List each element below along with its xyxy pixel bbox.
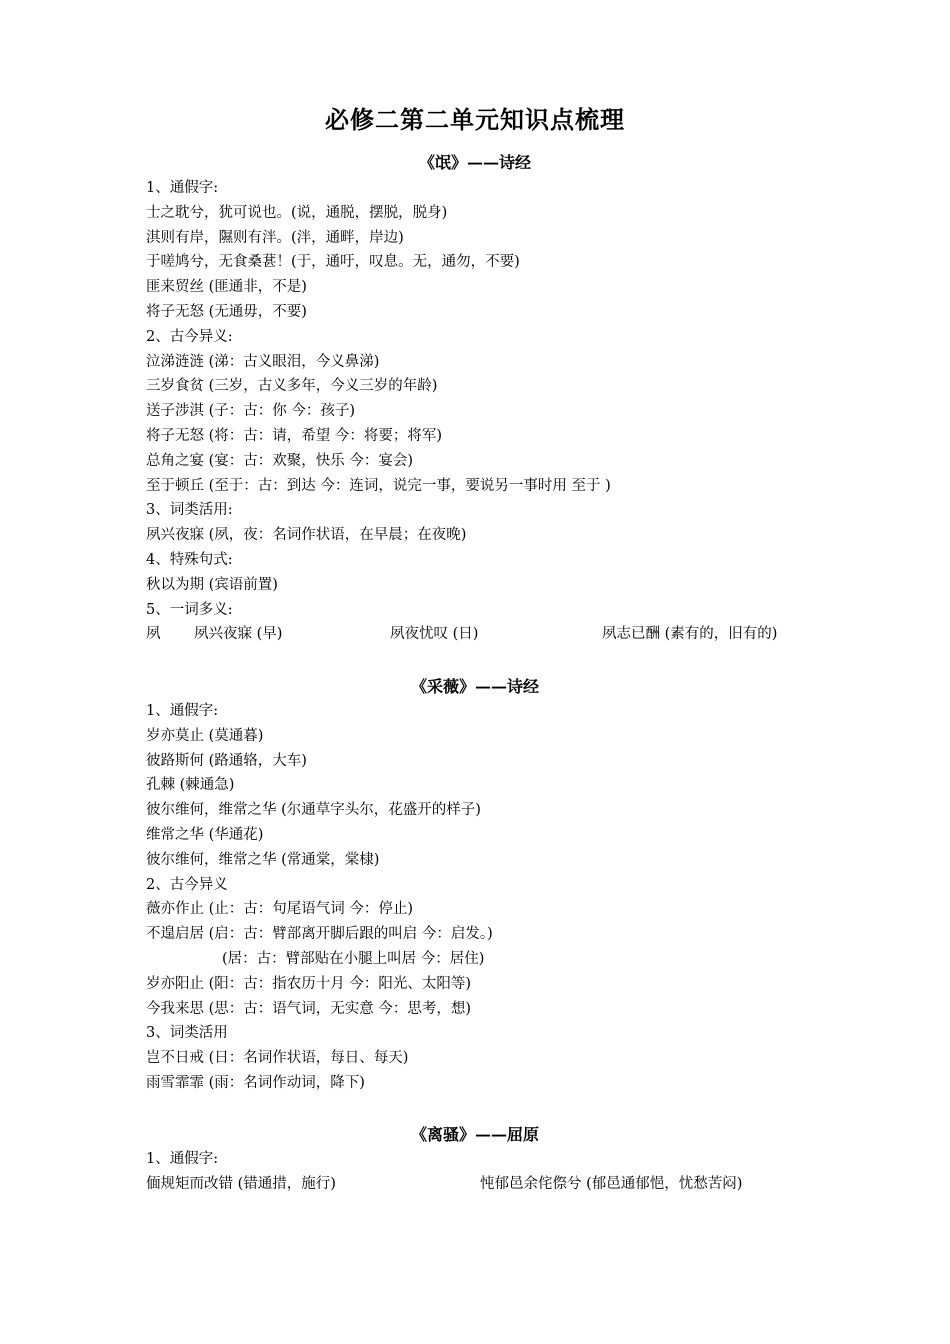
text-line: 岁亦莫止 (莫通暮) — [146, 727, 264, 744]
polysemy-item: 夙兴夜寐 (早) — [194, 626, 283, 643]
text-line: 3、词类活用 — [146, 1025, 228, 1042]
text-line: 总角之宴 (宴：古：欢聚，快乐 今：宴会) — [146, 452, 414, 469]
text-line: 淇则有岸，隰则有泮。(泮，通畔，岸边) — [146, 229, 404, 246]
text-line: 雨雪霏霏 (雨：名词作动词，降下) — [146, 1074, 365, 1091]
text-line: 将子无怒 (将：古：请，希望 今：将要；将军) — [146, 427, 443, 444]
text-line: 于嗟鸠兮，无食桑葚！(于，通吁，叹息。无，通勿，不要) — [146, 254, 520, 271]
text-line: 5、一词多义: — [146, 601, 233, 618]
section-title-caiwei: 《采薇》——诗经 — [410, 677, 539, 696]
text-line: 1、通假字: — [146, 703, 219, 719]
text-line-pair — [146, 1172, 836, 1197]
text-line: 1、通假字: — [146, 1151, 219, 1167]
text-line: 士之耽兮，犹可说也。(说，通脱，摆脱，脱身) — [146, 204, 448, 221]
text-line: 维常之华 (华通花) — [146, 826, 264, 843]
text-line: 至于顿丘 (至于：古：到达 今：连词，说完一事，要说另一事时用 至于 ) — [146, 477, 611, 494]
text-line: 将子无怒 (无通毋，不要) — [146, 303, 307, 320]
text-line: 2、古今异义 — [146, 876, 228, 893]
text-line: 2、古今异义: — [146, 328, 233, 345]
polysemy-word: 夙 — [146, 626, 161, 643]
polysemy-item: 夙夜忧叹 (日) — [390, 626, 479, 643]
section-title-lisao: 《离骚》——屈原 — [410, 1125, 539, 1144]
text-line: 三岁食贫 (三岁，古义多年，今义三岁的年龄) — [146, 378, 438, 395]
section-title-mang: 《氓》——诗经 — [418, 153, 531, 172]
text-line: 不遑启居 (启：古：臂部离开脚后跟的叫启 今：启发。) — [146, 926, 493, 943]
text-line: 薇亦作止 (止：古：句尾语气词 今：停止) — [146, 901, 414, 918]
text-line: 彼尔维何，维常之华 (常通棠，棠棣) — [146, 851, 380, 868]
text-line: 3、词类活用: — [146, 502, 233, 519]
text-line: 岁亦阳止 (阳：古：指农历十月 今：阳光、太阳等) — [146, 975, 472, 992]
polysemy-item: 夙志已酬 (素有的，旧有的) — [602, 626, 778, 643]
text-line: 彼尔维何，维常之华 (尔通草字头尔，花盛开的样子) — [146, 802, 481, 819]
text-line: 今我来思 (思：古：语气词，无实意 今：思考，想) — [146, 1000, 472, 1017]
document-title: 必修二第二单元知识点梳理 — [325, 105, 625, 134]
polysemy-row — [146, 622, 836, 647]
text-line: (居：古：臂部贴在小腿上叫居 今：居住) — [222, 950, 485, 967]
text-line: 秋以为期 (宾语前置) — [146, 576, 278, 593]
text-item: 忳郁邑余侘傺兮 (郁邑通郁悒，忧愁苦闷) — [480, 1175, 743, 1192]
section-body-caiwei — [146, 699, 836, 1096]
text-line: 4、特殊句式: — [146, 551, 233, 568]
text-line: 孔棘 (棘通急) — [146, 777, 235, 794]
text-line: 岂不日戒 (日：名词作状语，每日、每天) — [146, 1050, 409, 1067]
text-line: 夙兴夜寐 (夙，夜：名词作状语，在早晨；在夜晚) — [146, 527, 467, 544]
section-body-mang — [146, 176, 836, 647]
text-line: 彼路斯何 (路通辂，大车) — [146, 752, 307, 769]
text-item: 偭规矩而改错 (错通措，施行) — [146, 1175, 336, 1192]
text-line: 1、通假字: — [146, 180, 219, 196]
text-line: 泣涕涟涟 (涕：古义眼泪，今义鼻涕) — [146, 353, 380, 370]
text-line: 匪来贸丝 (匪通非，不是) — [146, 279, 307, 296]
text-line: 送子涉淇 (子：古：你 今：孩子) — [146, 403, 356, 420]
section-body-lisao — [146, 1147, 836, 1197]
